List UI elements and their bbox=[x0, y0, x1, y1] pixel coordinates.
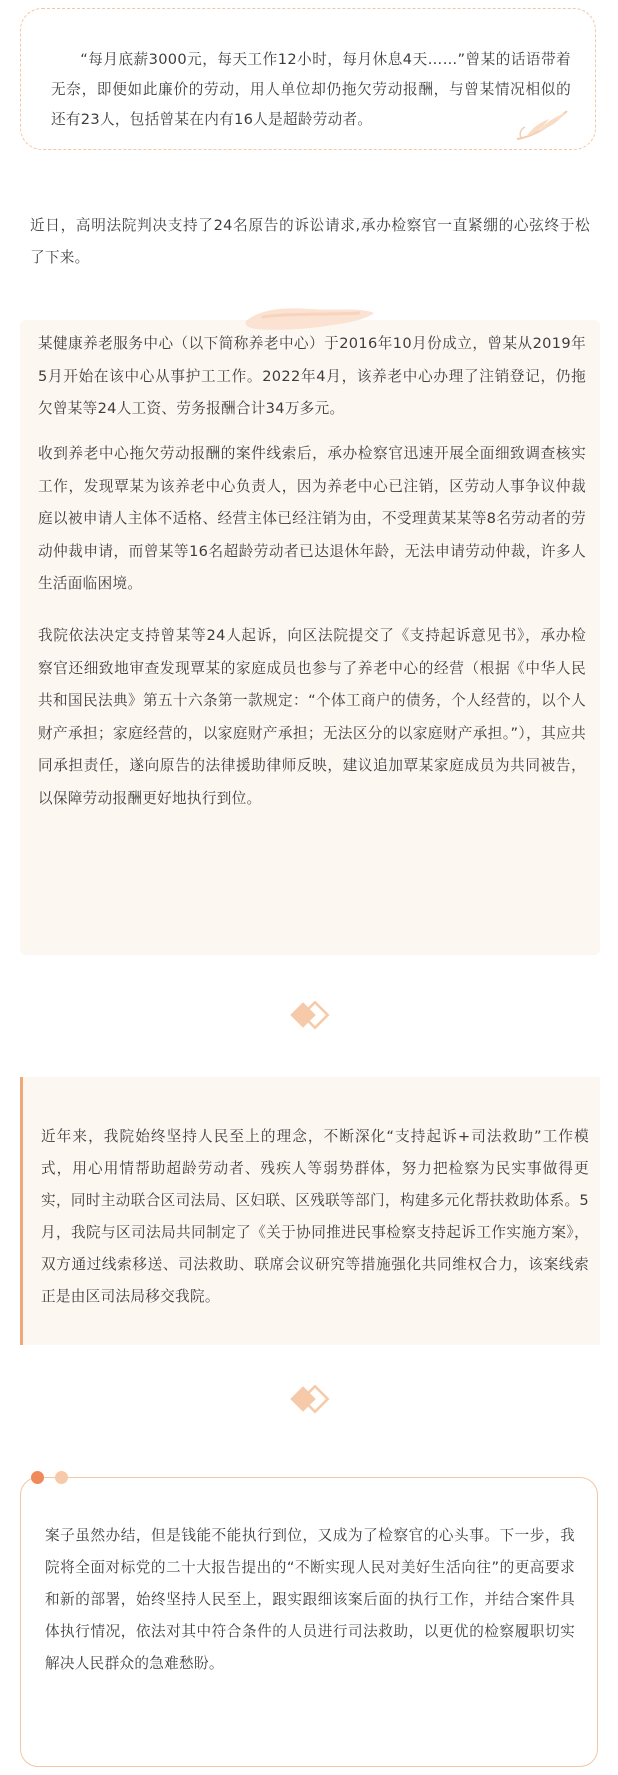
paragraph-next-steps: 案子虽然办结，但是钱能不能执行到位，又成为了检察官的心头事。下一步，我院将全面对标党的二十大报告提出的“不断实现人民对美好生活向往”的更高要求和新的部署，始终坚持人民至上，跟实跟细该案后面的执行工作，并结合案件具体执行情况，依法对其中符合条件的人员进行司法救助，以更优的检察履职切实解决人民群众的急难愁盼。 bbox=[45, 1527, 575, 1672]
quote-text: “每月底薪3000元，每天工作12小时，每月休息4天……”曾某的话语带着无奈，即便如此廉价的劳动，用人单位却仍拖欠劳动报酬，与曾某情况相似的还有23人，包括曾某在内有16人是超龄劳动者。 bbox=[51, 51, 571, 128]
dots-icon bbox=[31, 1471, 44, 1484]
feather-icon bbox=[513, 107, 573, 143]
paragraph-support: 我院依法决定支持曾某等24人起诉，向区法院提交了《支持起诉意见书》，承办检察官还细致地审查发现覃某的家庭成员也参与了养老中心的经营（根据《中华人民共和国民法典》第五十六条第一款规定：“个体工商户的债务，个人经营的，以个人财产承担；家庭经营的，以家庭财产承担；无法区分的以家庭财产承担。”），其应共同承担责任，遂向原告的法律援助律师反映，建议追加覃某家庭成员为共同被告，以保障劳动报酬更好地执行到位。 bbox=[38, 627, 586, 807]
diamond-divider-icon bbox=[288, 1385, 332, 1415]
brush-stroke-icon bbox=[240, 299, 380, 339]
intro-paragraph: 近日，高明法院判决支持了24名原告的诉讼请求,承办检察官一直紧绷的心弦终于松了下来。 bbox=[30, 217, 590, 266]
paragraph-investigation: 收到养老中心拖欠劳动报酬的案件线索后，承办检察官迅速开展全面细致调查核实工作，发现覃某为该养老中心负责人，因为养老中心已注销，区劳动人事争议仲裁庭以被申请人主体不适格、经营主体已经注销为由，不受理黄某某等8名劳动者的劳动仲裁申请，而曾某等16名超龄劳动者已达退休年龄，无法申请劳动仲裁，许多人生活面临困境。 bbox=[38, 445, 586, 592]
diamond-divider-icon bbox=[288, 1001, 332, 1031]
dots-icon bbox=[55, 1471, 68, 1484]
next-steps-box bbox=[20, 1477, 598, 1767]
quote-box bbox=[20, 8, 596, 150]
case-details-panel bbox=[20, 320, 600, 955]
work-model-panel bbox=[20, 1077, 600, 1345]
paragraph-background: 某健康养老服务中心（以下简称养老中心）于2016年10月份成立，曾某从2019年5月开始在该中心从事护工工作。2022年4月，该养老中心办理了注销登记，仍拖欠曾某等24人工资、劳务报酬合计34万多元。 bbox=[38, 335, 586, 417]
paragraph-work-model: 近年来，我院始终坚持人民至上的理念，不断深化“支持起诉+司法救助”工作模式，用心用情帮助超龄劳动者、残疾人等弱势群体，努力把检察为民实事做得更实，同时主动联合区司法局、区妇联、区残联等部门，构建多元化帮扶救助体系。5月，我院与区司法局共同制定了《关于协同推进民事检察支持起诉工作实施方案》，双方通过线索移送、司法救助、联席会议研究等措施强化共同维权合力，该案线索正是由区司法局移交我院。 bbox=[41, 1128, 589, 1305]
